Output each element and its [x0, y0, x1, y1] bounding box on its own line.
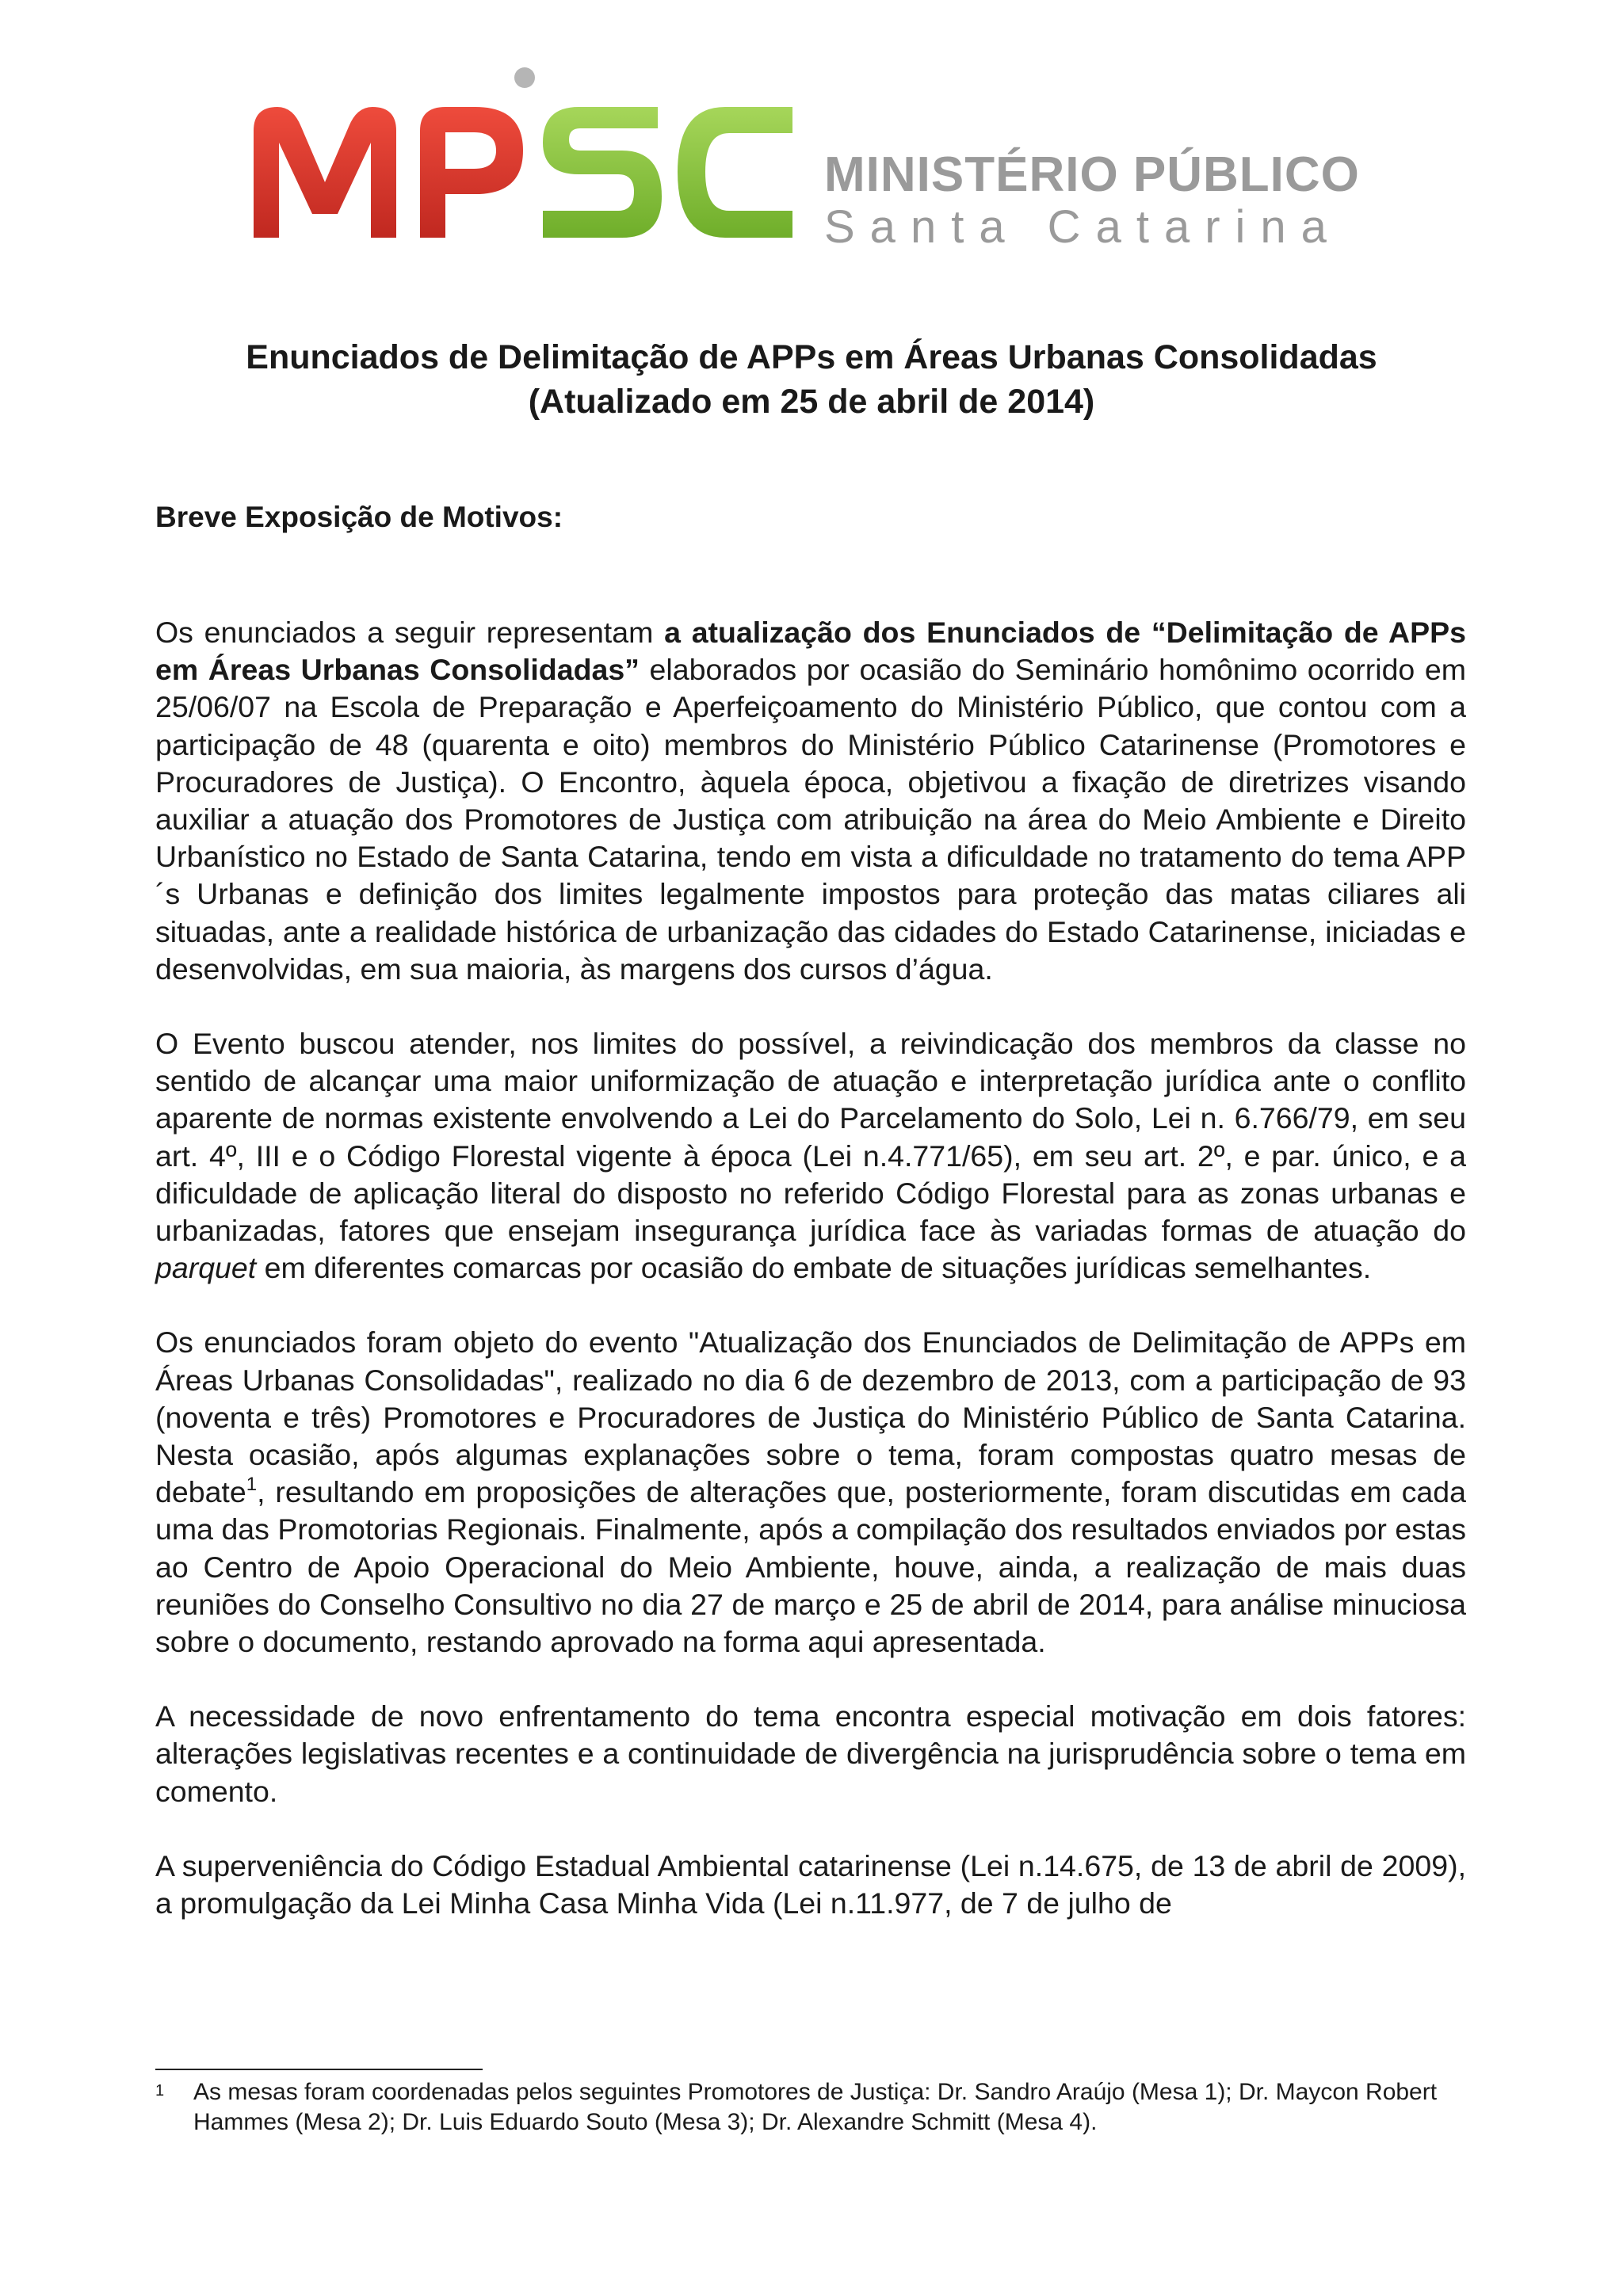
document-body	[155, 614, 1466, 1959]
p1-lead: Os enunciados a seguir representam	[155, 616, 665, 649]
logo-letters: MPSC	[238, 55, 240, 56]
paragraph-1	[155, 614, 1466, 988]
p3-rest: , resultando em proposições de alterações que, posteriormente, foram discutidas em cada uma das Promotorias Regionais. Finalmente, após a compilação dos resultados enviados por estas ao Centro de Apoio Operacional do Meio Ambiente, houve, ainda, a realização de mais duas reuniões do Conselho Consultivo no dia 27 de março e 25 de abril de 2014, para análise minuciosa sobre o documento, restando aprovado na forma aqui apresentada.	[155, 1475, 1466, 1659]
paragraph-3	[155, 1324, 1466, 1661]
footnote	[155, 2077, 1466, 2138]
logo-line2: Santa Catarina	[824, 201, 1342, 253]
paragraph-2	[155, 1025, 1466, 1287]
paragraph-4: A necessidade de novo enfrentamento do tema encontra especial motivação em dois fatores: alterações legislativas recentes e a continuidade de divergência na jurisprudência sobre o tema em comento.	[155, 1699, 1466, 1808]
footnote-text: As mesas foram coordenadas pelos seguintes Promotores de Justiça: Dr. Sandro Araújo (Mesa 1); Dr. Maycon Robert Hammes (Mesa 2); Dr. Luis Eduardo Souto (Mesa 3); Dr. Alexandre Schmitt (Mesa 4).	[193, 2079, 1438, 2135]
p2-italic: parquet	[155, 1251, 257, 1285]
title-line1: Enunciados de Delimitação de APPs em Áreas Urbanas Consolidadas	[246, 338, 1377, 376]
section-heading: Breve Exposição de Motivos:	[155, 501, 563, 533]
logo-line1: MINISTÉRIO PÚBLICO	[824, 147, 1360, 202]
paragraph-5: A superveniência do Código Estadual Ambiental catarinense (Lei n.14.675, de 13 de abril de 2009), a promulgação da Lei Minha Casa Minha Vida (Lei n.11.977, de 7 de julho de	[155, 1848, 1466, 1920]
p2-lead: O Evento buscou atender, nos limites do possível, a reivindicação dos membros da classe no sentido de alcançar uma maior uniformização de atuação e interpretação jurídica ante o conflito aparente de normas existente envolvendo a Lei do Parcelamento do Solo, Lei n. 6.766/79, em seu art. 4º, III e o Código Florestal vigente à época (Lei n.4.771/65), em seu art. 2º, e par. único, e a dificuldade de aplicação literal do disposto no referido Código Florestal para as zonas urbanas e urbanizadas, fatores que ensejam insegurança jurídica face às variadas formas de atuação do	[155, 1027, 1466, 1248]
footnote-number: 1	[155, 2082, 165, 2100]
p3-lead: Os enunciados foram objeto do evento "Atualização dos Enunciados de Delimitação de APPs em Áreas Urbanas Consolidadas", realizado no dia 6 de dezembro de 2013, com a participação de 93 (noventa e três) Promotores e Procuradores de Justiça do Ministério Público de Santa Catarina. Nesta ocasião, após algumas explanações sobre o tema, foram compostas quatro mesas de debate	[155, 1325, 1466, 1509]
p1-bold: a atualização dos Enunciados de “Delimitação de APPs em Áreas Urbanas Consolidadas”	[155, 616, 1466, 687]
p1-rest: elaborados por ocasião do Seminário homônimo ocorrido em 25/06/07 na Escola de Preparação e Aperfeiçoamento do Ministério Público, que contou com a participação de 48 (quarenta e oito) membros do Ministério Público Catarinense (Promotores e Procuradores de Justiça). O Encontro, àquela época, objetivou a fixação de diretrizes visando auxiliar a atuação dos Promotores de Justiça com atribuição na área do Meio Ambiente e Direito Urbanístico no Estado de Santa Catarina, tendo em vista a dificuldade no tratamento do tema APP´s Urbanas e definição dos limites legalmente impostos para proteção das matas ciliares ali situadas, ante a realidade histórica de urbanização das cidades do Estado Catarinense, iniciadas e desenvolvidas, em sua maioria, às margens dos cursos d’água.	[155, 653, 1466, 986]
p2-rest: em diferentes comarcas por ocasião do embate de situações jurídicas semelhantes.	[256, 1251, 1372, 1285]
title-line2: (Atualizado em 25 de abril de 2014)	[528, 383, 1095, 421]
mpsc-logo	[238, 55, 1379, 254]
footnote-ref[interactable]: 1	[246, 1473, 258, 1495]
mpsc-logo-mark	[238, 55, 824, 254]
document-title	[119, 335, 1504, 424]
footnote-divider	[155, 2069, 483, 2070]
logo-text	[824, 149, 1360, 254]
